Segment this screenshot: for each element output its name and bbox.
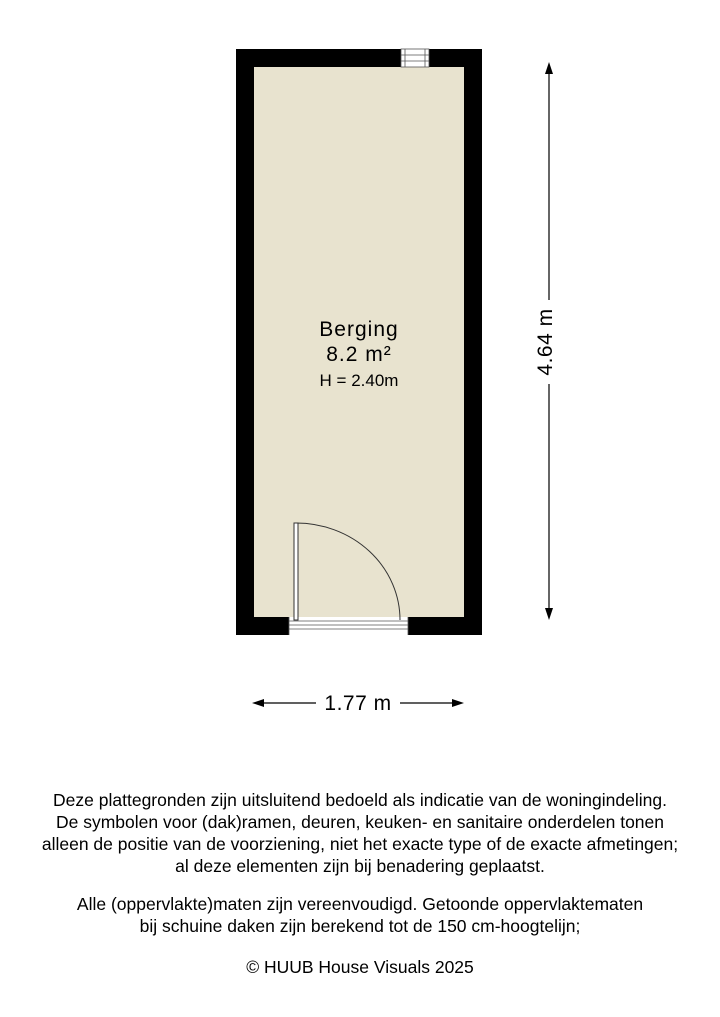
length-dimension-label: 4.64 m: [534, 308, 557, 376]
disclaimer-line: De symbolen voor (dak)ramen, deuren, keuken- en sanitaire onderdelen tonen: [56, 812, 664, 832]
width-dimension-label: 1.77 m: [324, 692, 392, 715]
disclaimer-line: bij schuine daken zijn berekend tot de 150 cm-hoogtelijn;: [139, 916, 581, 936]
copyright-notice: © HUUB House Visuals 2025: [246, 957, 474, 977]
disclaimer-line: Deze plattegronden zijn uitsluitend bedoeld als indicatie van de woningindeling.: [53, 790, 667, 810]
room-floor-berging: [254, 67, 464, 617]
disclaimer-line: al deze elementen zijn bij benadering geplaatst.: [175, 856, 545, 876]
disclaimer-paragraph-2: [0, 893, 720, 937]
room-area: 8.2 m²: [326, 343, 392, 366]
disclaimer-line: Alle (oppervlakte)maten zijn vereenvoudigd. Getoonde oppervlaktematen: [76, 894, 644, 914]
room-label: Berging: [319, 318, 399, 341]
disclaimer-paragraph-1: [0, 789, 720, 877]
disclaimer-line: alleen de positie van de voorziening, niet het exacte type of de exacte afmetingen;: [41, 834, 679, 854]
window-icon: [401, 49, 429, 67]
room-height: H = 2.40m: [319, 371, 399, 390]
